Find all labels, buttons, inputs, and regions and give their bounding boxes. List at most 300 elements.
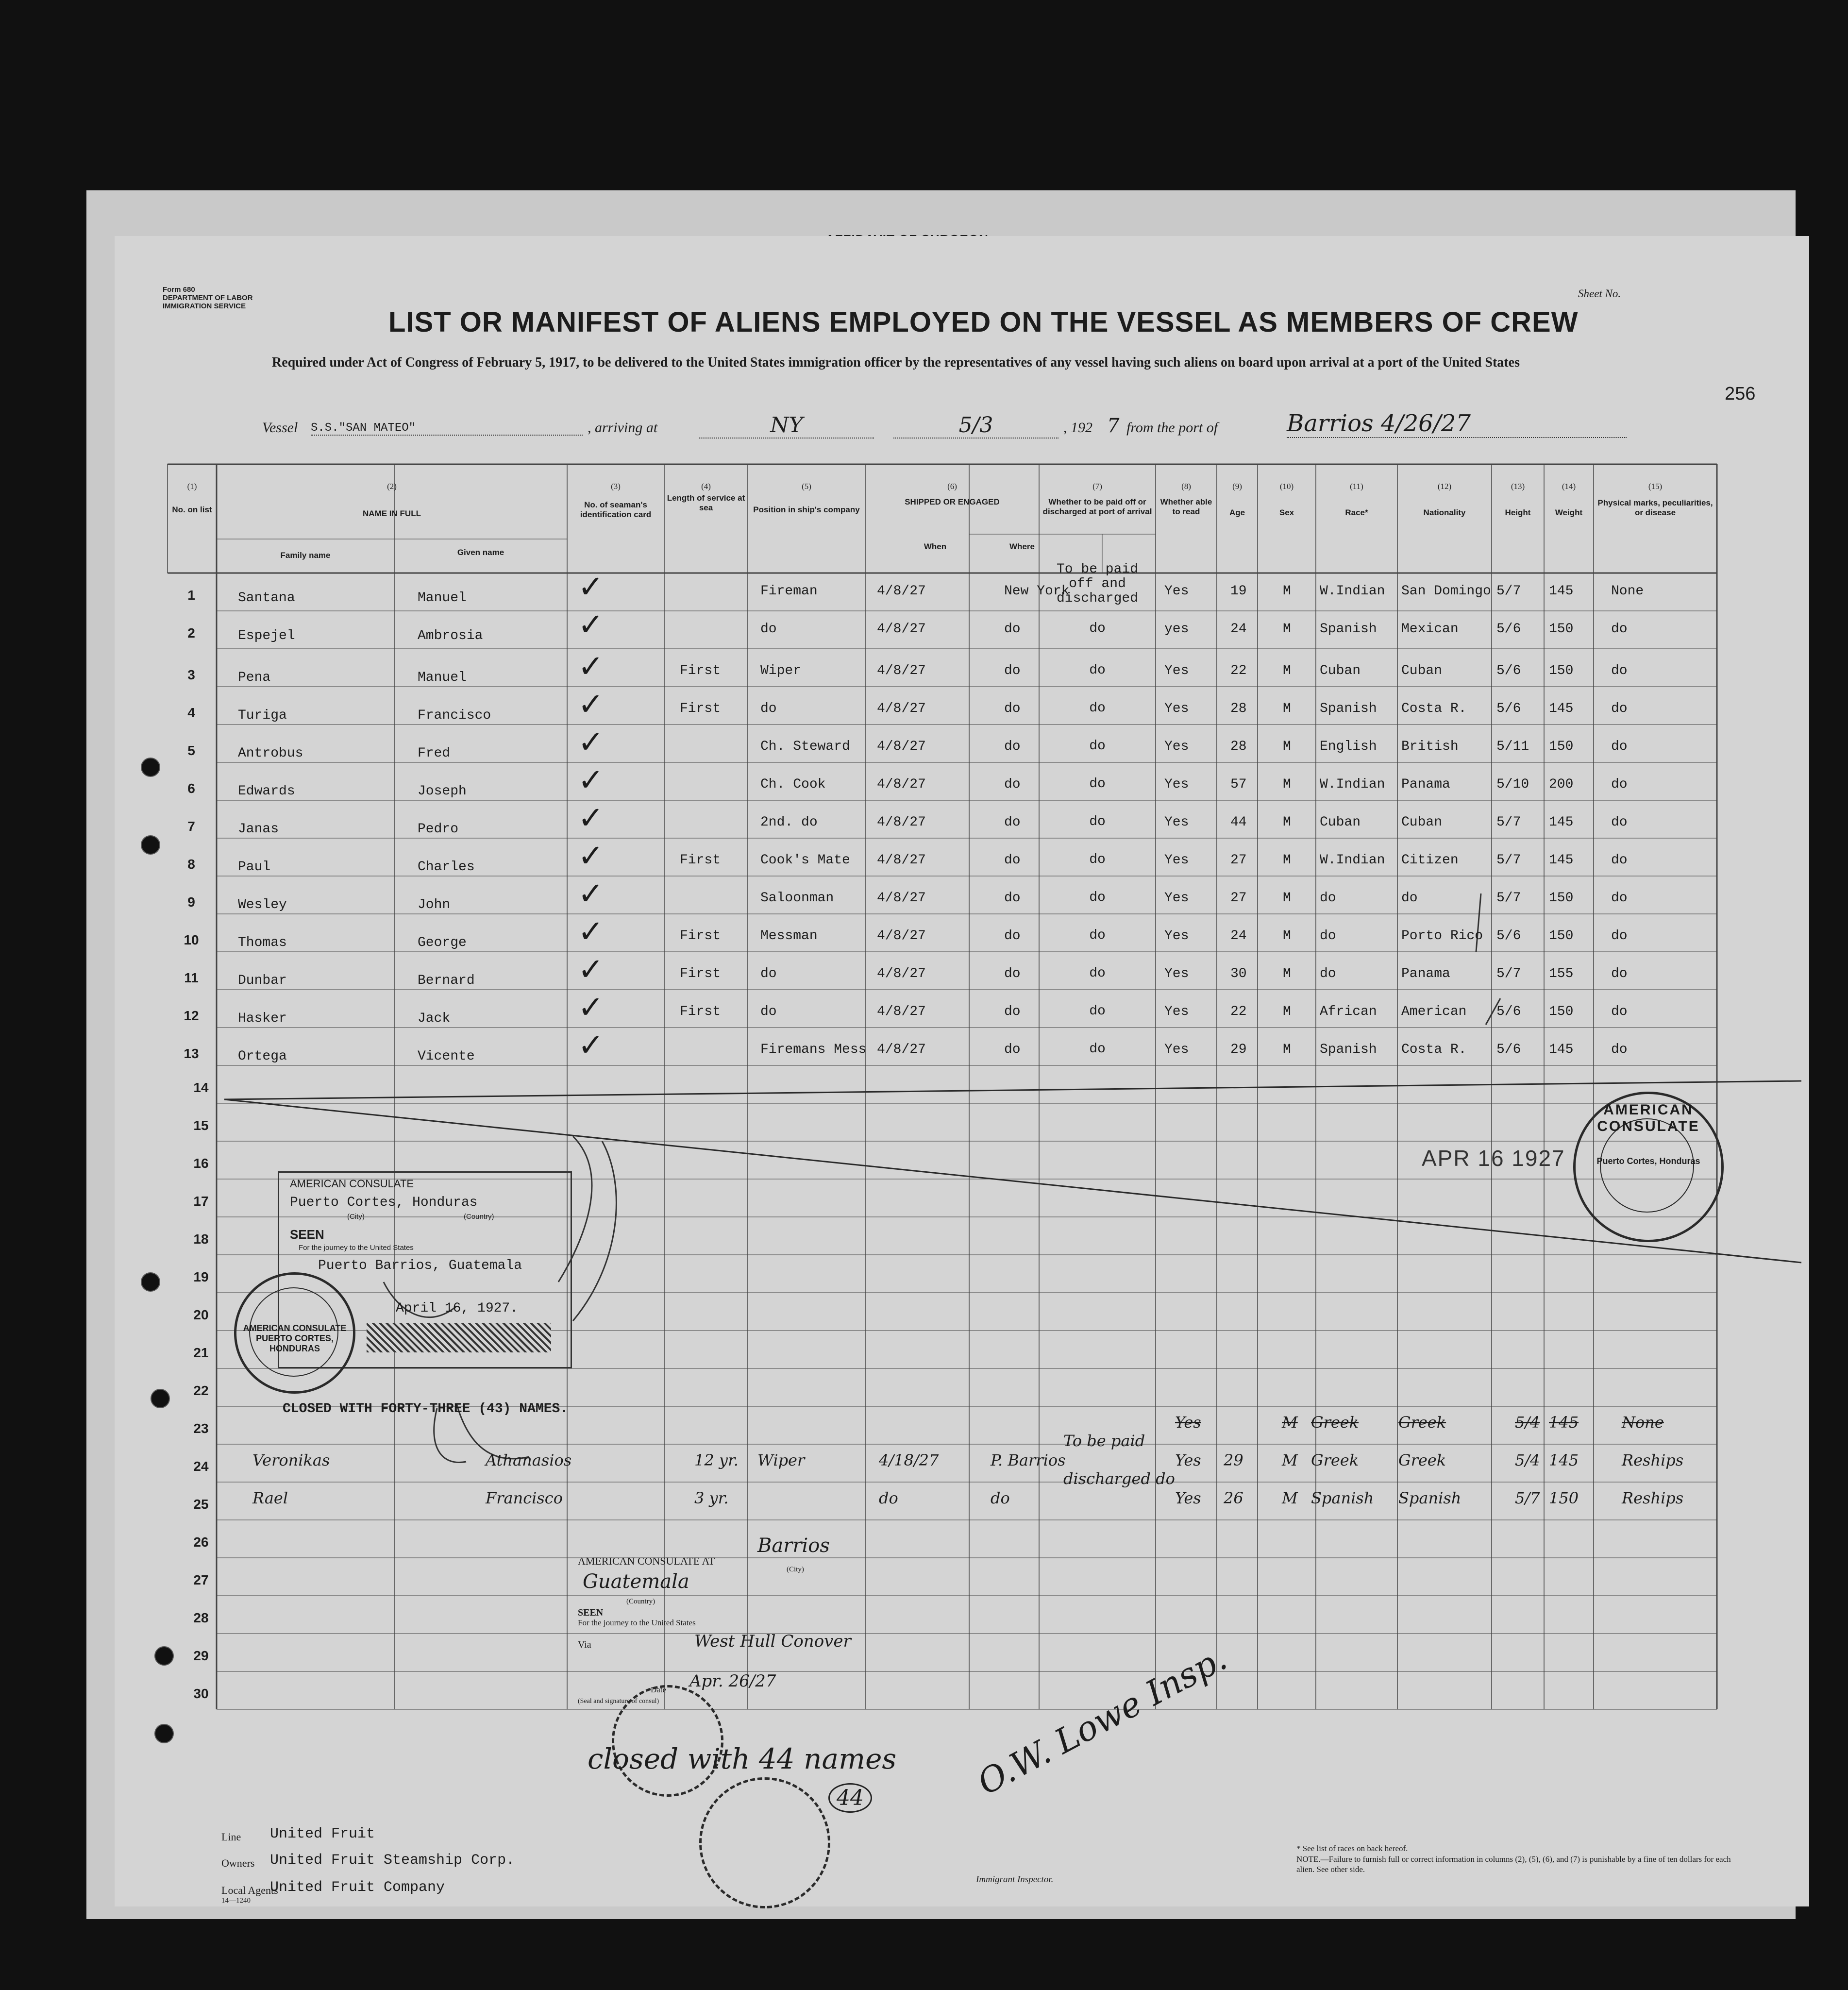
cell-paid: do <box>1089 1042 1106 1057</box>
cell-read: yes <box>1164 622 1189 637</box>
cell-family: Turiga <box>238 708 287 723</box>
column-number: (5) <box>802 482 811 491</box>
cell-position: do <box>760 1004 777 1019</box>
cell-race: Spanish <box>1320 622 1377 637</box>
cell-given: Francisco <box>418 708 491 723</box>
from-port: Barrios 4/26/27 <box>1287 410 1627 438</box>
cell-when: 4/8/27 <box>877 777 926 792</box>
cell-weight: 145 <box>1549 701 1574 716</box>
row-number: 10 <box>184 932 199 947</box>
consulate-stamp-cortes: AMERICAN CONSULATE Puerto Cortes, Honduras (City) (Country) SEEN For the journey to the United States Puerto Barrios, Guatemala April 16, 1927. <box>278 1171 572 1368</box>
cell-race: W.Indian <box>1320 584 1385 599</box>
column-number: (12) <box>1437 482 1452 491</box>
cell-marks: do <box>1611 1042 1628 1057</box>
cell-given: Bernard <box>418 973 475 988</box>
cell-sex: M <box>1283 663 1291 678</box>
punch-hole <box>154 1724 174 1743</box>
cell-age: 28 <box>1230 701 1247 716</box>
cell-paid: do <box>1089 621 1106 636</box>
cell-age: 57 <box>1230 777 1247 792</box>
handwritten-cell-race: Spanish <box>1311 1489 1374 1507</box>
cell-height: 5/7 <box>1496 966 1521 981</box>
cell-height: 5/10 <box>1496 777 1529 792</box>
cell-service: First <box>680 1004 721 1019</box>
cell-weight: 150 <box>1549 739 1574 754</box>
cell-position: do <box>760 966 777 981</box>
cell-read: Yes <box>1164 777 1189 792</box>
column-header-name: NAME IN FULL <box>363 509 421 518</box>
row-number: 9 <box>187 894 195 910</box>
row-number: 19 <box>193 1269 209 1284</box>
handwritten-cell-sex: M <box>1282 1489 1298 1507</box>
cell-when: 4/8/27 <box>877 815 926 830</box>
handwritten-cell-age: 26 <box>1224 1489 1243 1507</box>
cell-weight: 145 <box>1549 1042 1574 1057</box>
column-number: (4) <box>701 482 711 491</box>
column-header-weight: Weight <box>1555 508 1583 517</box>
cell-weight: 150 <box>1549 1004 1574 1019</box>
cell-when: 4/8/27 <box>877 1042 926 1057</box>
checkmark-icon: ✓ <box>578 687 604 723</box>
cell-service: First <box>680 853 721 868</box>
cell-paid: do <box>1089 852 1106 867</box>
row-number: 6 <box>187 781 195 796</box>
cell-nationality: American <box>1401 1004 1467 1019</box>
cell-weight: 145 <box>1549 853 1574 868</box>
row-number: 26 <box>193 1535 209 1550</box>
cell-position: Cook's Mate <box>760 853 850 868</box>
row-number: 28 <box>193 1610 209 1625</box>
row-number: 12 <box>184 1008 199 1023</box>
cell-given: Fred <box>418 746 451 761</box>
cell-sex: M <box>1283 891 1291 906</box>
checkmark-icon: ✓ <box>578 914 604 950</box>
row-number: 30 <box>193 1686 209 1701</box>
cell-nationality: Panama <box>1401 777 1450 792</box>
cell-marks: None <box>1611 584 1644 599</box>
handwritten-cell-height: 5/7 <box>1515 1489 1540 1507</box>
cell-race: Spanish <box>1320 1042 1377 1057</box>
cell-given: Joseph <box>418 784 467 799</box>
column-header-paid-off: Whether to be paid off or discharged at port of arrival <box>1042 497 1152 516</box>
cell-position: Messman <box>760 928 818 944</box>
column-header-id-card: No. of seaman's identification card <box>580 500 652 519</box>
cell-read: Yes <box>1164 663 1189 678</box>
cell-nationality: San Domingo <box>1401 584 1491 599</box>
cell-paid: do <box>1089 966 1106 981</box>
cell-paid: do <box>1089 776 1106 792</box>
column-header-read: Whether able to read <box>1160 497 1212 516</box>
cell-read: Yes <box>1164 701 1189 716</box>
cell-marks: do <box>1611 739 1628 754</box>
handwritten-cell-nationality: Greek <box>1398 1413 1446 1432</box>
cell-age: 22 <box>1230 1004 1247 1019</box>
column-header-shipped: SHIPPED OR ENGAGED <box>905 497 1000 506</box>
checkmark-icon: ✓ <box>578 990 604 1026</box>
row-number: 24 <box>193 1459 209 1474</box>
column-number: (15) <box>1648 482 1663 491</box>
row-number: 17 <box>193 1194 209 1209</box>
column-number: (3) <box>611 482 621 491</box>
cell-where: do <box>1004 1042 1021 1057</box>
row-number: 4 <box>187 705 195 720</box>
cell-sex: M <box>1283 701 1291 716</box>
page-number: 256 <box>1725 384 1756 404</box>
cell-given: George <box>418 935 467 950</box>
punch-hole <box>151 1389 170 1408</box>
cell-when: 4/8/27 <box>877 622 926 637</box>
handwritten-cell-race: Greek <box>1311 1451 1359 1469</box>
cell-weight: 150 <box>1549 891 1574 906</box>
cell-marks: do <box>1611 701 1628 716</box>
column-header-where: Where <box>1009 542 1035 551</box>
cell-nationality: Cuban <box>1401 663 1443 678</box>
row-number: 8 <box>187 857 195 872</box>
cell-height: 5/6 <box>1496 622 1521 637</box>
column-header-position: Position in ship's company <box>753 505 860 514</box>
cell-where: do <box>1004 966 1021 981</box>
handwritten-cell-marks: None <box>1622 1413 1664 1432</box>
checkmark-icon: ✓ <box>578 762 604 798</box>
handwritten-cell-sex: M <box>1282 1413 1298 1432</box>
column-number: (9) <box>1232 482 1242 491</box>
arriving-label: , arriving at <box>588 420 658 436</box>
row-number: 25 <box>193 1497 209 1512</box>
cell-position: Fireman <box>760 584 818 599</box>
arriving-port: NY <box>699 413 874 438</box>
cell-paid: do <box>1089 739 1106 754</box>
cell-paid: do <box>1089 1004 1106 1019</box>
cell-read: Yes <box>1164 853 1189 868</box>
column-number: (6) <box>947 482 957 491</box>
cell-sex: M <box>1283 1042 1291 1057</box>
cell-position: Ch. Cook <box>760 777 826 792</box>
row-number: 3 <box>187 667 195 682</box>
cell-height: 5/6 <box>1496 1042 1521 1057</box>
cell-height: 5/6 <box>1496 701 1521 716</box>
column-header-service: Length of service at sea <box>667 493 745 512</box>
cell-position: do <box>760 701 777 716</box>
cell-paid: do <box>1089 814 1106 829</box>
redaction-marks <box>367 1323 551 1352</box>
column-header-physical: Physical marks, peculiarities, or disease <box>1597 498 1713 517</box>
cell-position: Wiper <box>760 663 802 678</box>
cell-sex: M <box>1283 815 1291 830</box>
row-number: 20 <box>193 1307 209 1322</box>
cell-age: 27 <box>1230 891 1247 906</box>
cell-given: Pedro <box>418 822 459 837</box>
cell-read: Yes <box>1164 584 1189 599</box>
sheet-number-label: Sheet No. <box>1578 287 1621 300</box>
cell-given: Jack <box>418 1011 451 1026</box>
cell-family: Espejel <box>238 628 295 643</box>
cell-sex: M <box>1283 777 1291 792</box>
cell-weight: 145 <box>1549 815 1574 830</box>
cell-marks: do <box>1611 777 1628 792</box>
cell-when: 4/8/27 <box>877 584 926 599</box>
cell-marks: do <box>1611 1004 1628 1019</box>
row-number: 27 <box>193 1572 209 1587</box>
handwritten-cell-position: Wiper <box>757 1451 805 1469</box>
handwritten-cell-weight: 145 <box>1549 1451 1579 1469</box>
cell-weight: 200 <box>1549 777 1574 792</box>
cell-sex: M <box>1283 1004 1291 1019</box>
cell-nationality: Cuban <box>1401 815 1443 830</box>
row-number: 14 <box>193 1080 209 1095</box>
cell-read: Yes <box>1164 1004 1189 1019</box>
consulate-seal-large: AMERICAN CONSULATE Puerto Cortes, Honduras <box>1573 1092 1724 1242</box>
cell-marks: do <box>1611 815 1628 830</box>
handwritten-cell-read: Yes <box>1175 1489 1201 1507</box>
cell-nationality: Mexican <box>1401 622 1459 637</box>
cell-service: First <box>680 928 721 944</box>
column-number: (10) <box>1279 482 1294 491</box>
cell-sex: M <box>1283 739 1291 754</box>
cell-age: 30 <box>1230 966 1247 981</box>
from-port-label: from the port of <box>1126 420 1218 436</box>
cell-race: African <box>1320 1004 1377 1019</box>
row-number: 21 <box>193 1345 209 1360</box>
form-number: Form 680 DEPARTMENT OF LABOR IMMIGRATION SERVICE <box>163 286 253 310</box>
cell-weight: 150 <box>1549 622 1574 637</box>
cell-race: Spanish <box>1320 701 1377 716</box>
cell-family: Ortega <box>238 1049 287 1064</box>
vessel-label: Vessel <box>262 420 298 436</box>
cell-height: 5/7 <box>1496 584 1521 599</box>
column-number: (1) <box>187 482 197 491</box>
consulate-seal-barrios <box>612 1685 723 1797</box>
cell-nationality: Costa R. <box>1401 701 1467 716</box>
cell-sex: M <box>1283 928 1291 944</box>
handwritten-cell-weight: 150 <box>1549 1489 1579 1507</box>
cell-nationality: do <box>1401 891 1418 906</box>
cell-age: 22 <box>1230 663 1247 678</box>
cell-where: do <box>1004 853 1021 868</box>
cell-age: 29 <box>1230 1042 1247 1057</box>
closed-statement: CLOSED WITH FORTY-THREE (43) NAMES. <box>283 1401 569 1417</box>
column-number: (7) <box>1092 482 1102 491</box>
agents-value: United Fruit Company <box>270 1879 445 1896</box>
row-number: 1 <box>187 588 195 603</box>
column-number: (13) <box>1511 482 1525 491</box>
cell-sex: M <box>1283 853 1291 868</box>
cell-when: 4/8/27 <box>877 891 926 906</box>
cell-when: 4/8/27 <box>877 928 926 944</box>
cell-sex: M <box>1283 966 1291 981</box>
inspector-label: Immigrant Inspector. <box>976 1874 1054 1885</box>
cell-when: 4/8/27 <box>877 966 926 981</box>
handwritten-cell-paid: discharged do <box>1063 1469 1175 1488</box>
cell-race: Cuban <box>1320 663 1361 678</box>
column-number: (14) <box>1562 482 1576 491</box>
column-header-age: Age <box>1229 508 1245 517</box>
checkmark-icon: ✓ <box>578 607 604 643</box>
line-label: Line <box>221 1831 241 1843</box>
handwritten-cell-when: 4/18/27 <box>879 1451 939 1469</box>
cell-where: do <box>1004 1004 1021 1019</box>
handwritten-cell-when: do <box>879 1489 898 1507</box>
page-title: LIST OR MANIFEST OF ALIENS EMPLOYED ON THE VESSEL AS MEMBERS OF CREW <box>388 306 1579 338</box>
form-code: 14—1240 <box>221 1897 251 1905</box>
cell-read: Yes <box>1164 928 1189 944</box>
cell-read: Yes <box>1164 739 1189 754</box>
row-number: 11 <box>184 970 199 985</box>
seal-text: AMERICAN CONSULATE PUERTO CORTES, HONDURAS <box>243 1323 347 1353</box>
handwritten-cell-paid: To be paid <box>1063 1432 1145 1450</box>
inspector-signature: O.W. Lowe Insp. <box>971 1638 1233 1803</box>
handwritten-cell-race: Greek <box>1311 1413 1359 1432</box>
cell-age: 27 <box>1230 853 1247 868</box>
cell-when: 4/8/27 <box>877 739 926 754</box>
handwritten-cell-service: 3 yr. <box>694 1489 729 1507</box>
cell-weight: 150 <box>1549 663 1574 678</box>
handwritten-cell-read: Yes <box>1175 1451 1201 1469</box>
checkmark-icon: ✓ <box>578 649 604 685</box>
cell-given: John <box>418 897 451 912</box>
cell-family: Antrobus <box>238 746 303 761</box>
cell-given: Manuel <box>418 590 467 606</box>
row-number: 22 <box>193 1383 209 1398</box>
cell-height: 5/6 <box>1496 663 1521 678</box>
cell-height: 5/6 <box>1496 1004 1521 1019</box>
cell-sex: M <box>1283 584 1291 599</box>
cell-where: do <box>1004 663 1021 678</box>
row-number: 16 <box>193 1156 209 1171</box>
cell-paid: do <box>1089 663 1106 678</box>
handwritten-cell-nationality: Greek <box>1398 1451 1446 1469</box>
cell-race: English <box>1320 739 1377 754</box>
punch-hole <box>154 1646 174 1666</box>
cell-paid: do <box>1089 928 1106 943</box>
cell-height: 5/11 <box>1496 739 1529 754</box>
cell-read: Yes <box>1164 891 1189 906</box>
arrival-date: 5/3 <box>893 413 1058 438</box>
cell-where: New York <box>1004 584 1070 599</box>
cell-nationality: Costa R. <box>1401 1042 1467 1057</box>
cell-race: do <box>1320 891 1336 906</box>
handwritten-cell-where: do <box>991 1489 1010 1507</box>
handwritten-cell-given: Athanasios <box>486 1451 572 1469</box>
cell-family: Edwards <box>238 784 295 799</box>
handwritten-cell-marks: Reships <box>1622 1451 1684 1469</box>
cell-race: W.Indian <box>1320 853 1385 868</box>
year-label: , 192 <box>1063 420 1092 436</box>
punch-hole <box>141 758 160 777</box>
date-stamp: APR 16 1927 <box>1422 1146 1565 1171</box>
cell-given: Ambrosia <box>418 628 483 643</box>
cell-marks: do <box>1611 966 1628 981</box>
handwritten-cell-weight: 145 <box>1549 1413 1579 1432</box>
handwritten-cell-family: Veronikas <box>252 1451 330 1469</box>
cell-when: 4/8/27 <box>877 853 926 868</box>
handwritten-cell-where: P. Barrios <box>991 1451 1066 1469</box>
cell-where: do <box>1004 777 1021 792</box>
owners-value: United Fruit Steamship Corp. <box>270 1852 515 1869</box>
handwritten-cell-height: 5/4 <box>1515 1413 1540 1432</box>
immigration-seal <box>699 1777 830 1908</box>
column-header-nationality: Nationality <box>1423 508 1466 517</box>
closed-handwritten: closed with 44 names <box>588 1742 897 1775</box>
cell-where: do <box>1004 622 1021 637</box>
cell-family: Janas <box>238 822 279 837</box>
page-subtitle: Required under Act of Congress of February 5, 1917, to be delivered to the United States immigration officer by the representatives of any vessel having such aliens on board upon arrival at a port of the United States <box>272 355 1520 370</box>
cell-when: 4/8/27 <box>877 701 926 716</box>
handwritten-cell-read: Yes <box>1175 1413 1201 1432</box>
cell-age: 28 <box>1230 739 1247 754</box>
column-header-race: Race* <box>1345 508 1368 517</box>
cell-given: Charles <box>418 860 475 875</box>
checkmark-icon: ✓ <box>578 569 604 605</box>
cell-service: First <box>680 966 721 981</box>
vessel-name: S.S."SAN MATEO" <box>311 422 583 436</box>
cell-service: First <box>680 701 721 716</box>
row-number: 2 <box>187 625 195 641</box>
cell-paid: To be paid off and discharged <box>1056 562 1139 606</box>
checkmark-icon: ✓ <box>578 838 604 874</box>
cell-age: 44 <box>1230 815 1247 830</box>
cell-position: Firemans Mess <box>760 1042 867 1057</box>
cell-height: 5/7 <box>1496 853 1521 868</box>
punch-hole <box>141 1272 160 1292</box>
agents-label: Local Agents <box>221 1884 278 1896</box>
cell-race: do <box>1320 966 1336 981</box>
cell-where: do <box>1004 815 1021 830</box>
cell-age: 24 <box>1230 928 1247 944</box>
cell-nationality: British <box>1401 739 1459 754</box>
column-number: (8) <box>1181 482 1191 491</box>
cell-when: 4/8/27 <box>877 1004 926 1019</box>
checkmark-icon: ✓ <box>578 876 604 912</box>
cell-family: Paul <box>238 860 271 875</box>
column-number: (2) <box>387 482 397 491</box>
cell-height: 5/7 <box>1496 891 1521 906</box>
cell-nationality: Porto Rico <box>1401 928 1483 944</box>
cell-race: W.Indian <box>1320 777 1385 792</box>
cell-read: Yes <box>1164 1042 1189 1057</box>
cell-marks: do <box>1611 663 1628 678</box>
consulate-seal-cortes <box>234 1272 355 1394</box>
cell-sex: M <box>1283 622 1291 637</box>
cell-paid: do <box>1089 701 1106 716</box>
cell-where: do <box>1004 928 1021 944</box>
cell-family: Pena <box>238 670 271 685</box>
punch-hole <box>141 835 160 855</box>
cell-position: Ch. Steward <box>760 739 850 754</box>
cell-position: 2nd. do <box>760 815 818 830</box>
column-number: (11) <box>1350 482 1363 491</box>
checkmark-icon: ✓ <box>578 1028 604 1063</box>
cell-weight: 145 <box>1549 584 1574 599</box>
cell-marks: do <box>1611 622 1628 637</box>
cell-height: 5/6 <box>1496 928 1521 944</box>
handwritten-cell-nationality: Spanish <box>1398 1489 1462 1507</box>
row-number: 5 <box>187 743 195 758</box>
cell-when: 4/8/27 <box>877 663 926 678</box>
cell-where: do <box>1004 739 1021 754</box>
cell-weight: 150 <box>1549 928 1574 944</box>
row-number: 18 <box>193 1231 209 1247</box>
column-header-given-name: Given name <box>457 548 504 557</box>
checkmark-icon: ✓ <box>578 725 604 760</box>
cell-family: Thomas <box>238 935 287 950</box>
column-header-no: No. on list <box>172 505 212 514</box>
cell-service: First <box>680 663 721 678</box>
owners-label: Owners <box>221 1857 255 1869</box>
cell-position: Saloonman <box>760 891 834 906</box>
races-note: * See list of races on back hereof. <box>1296 1844 1408 1853</box>
cell-nationality: Citizen <box>1401 853 1459 868</box>
cell-position: do <box>760 622 777 637</box>
